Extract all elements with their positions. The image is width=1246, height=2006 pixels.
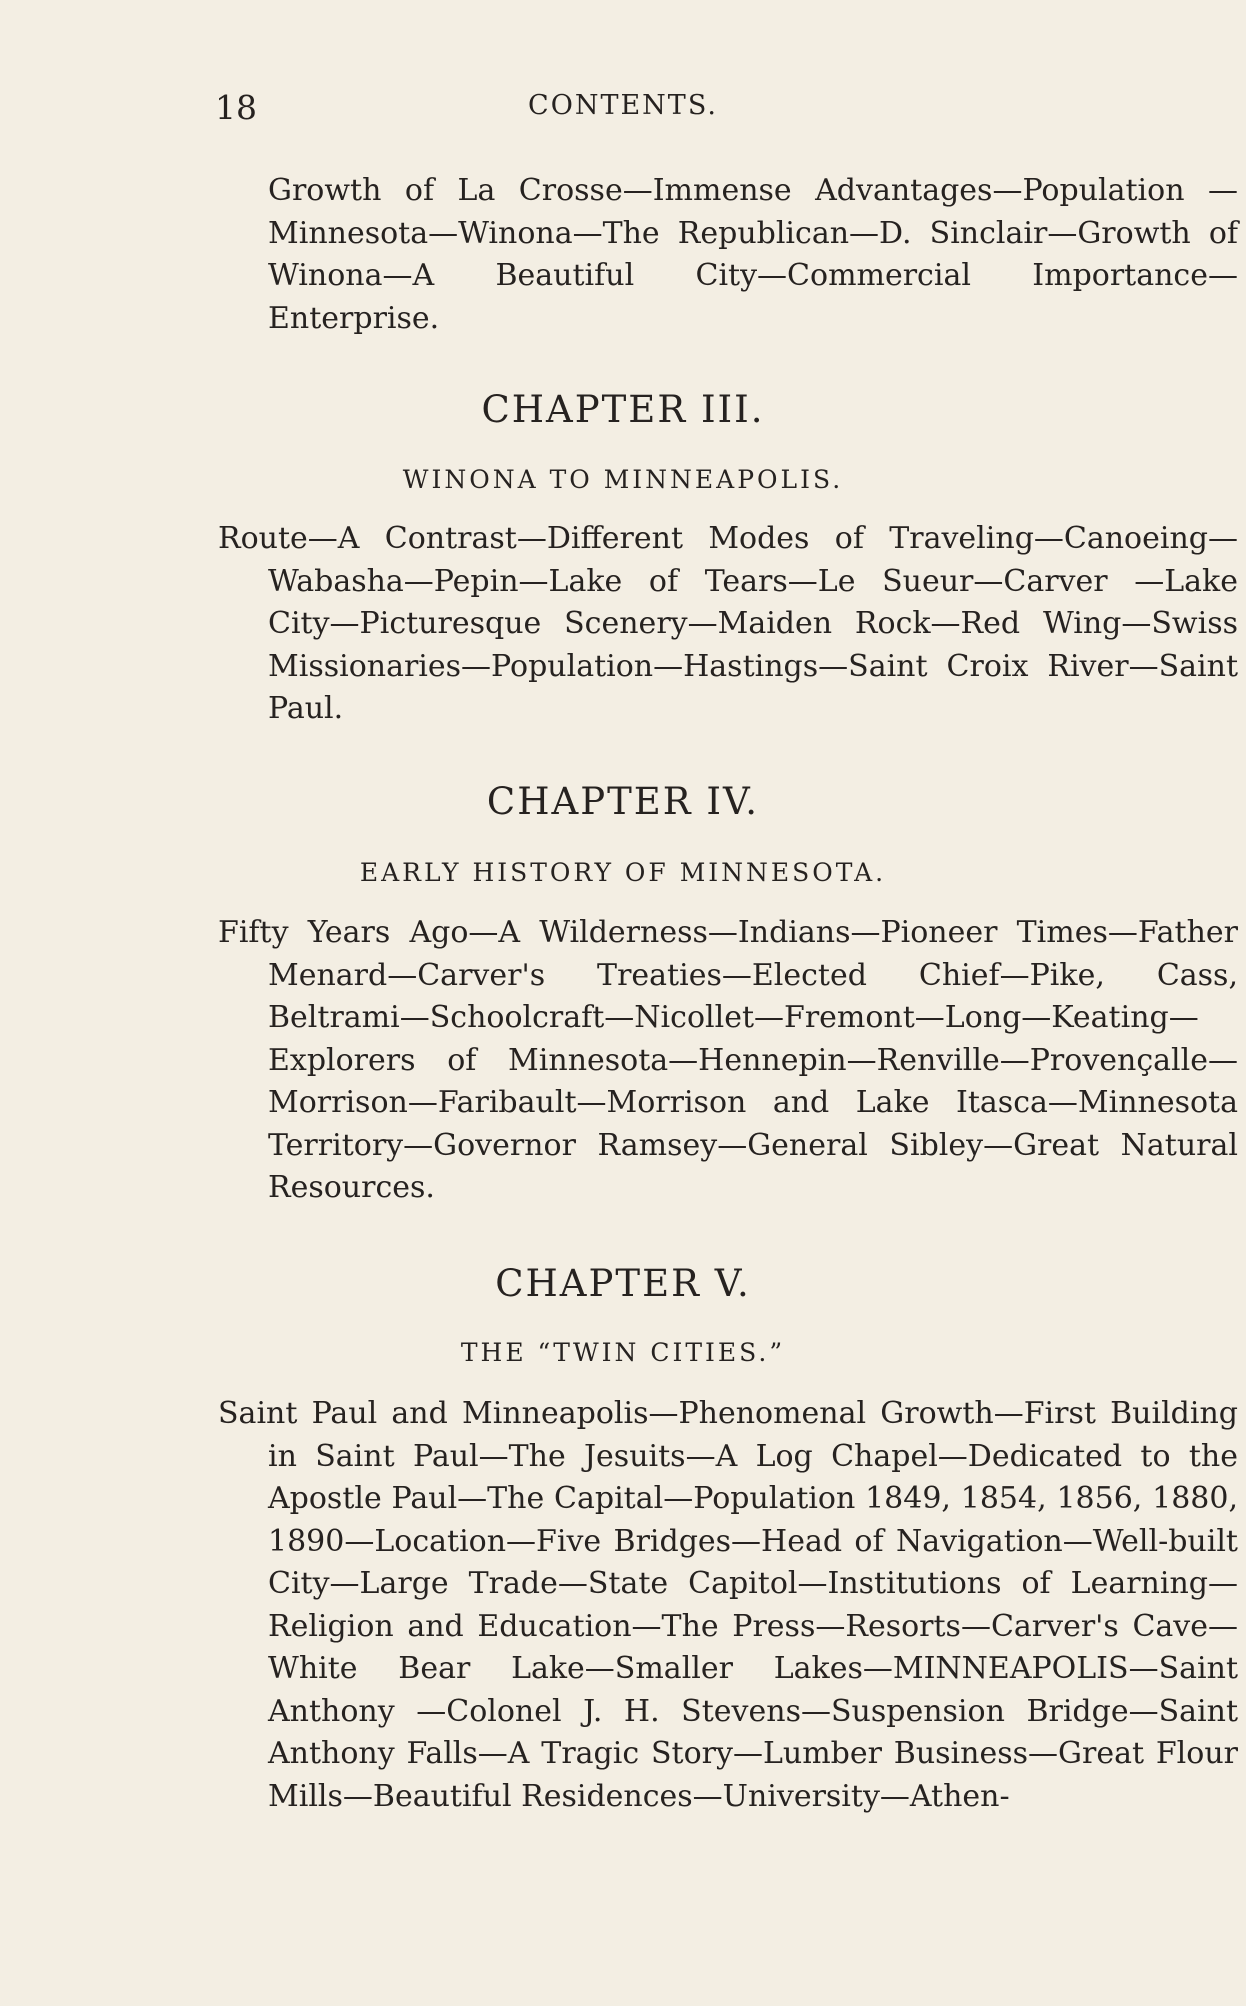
chapter-summary-v: Saint Paul and Minneapolis—Phenomenal Growth—First Building in Saint Paul—The Jesuits—A Log Chapel—Dedicated to the Apostle Paul—The Capital—Population 1849, 1854, 1856, 1880, 1890—Location—Five Bridges—Head of Navigation—Well-built City—Large Trade—State Capitol—Institutions of Learning—Religion and Education—The Press—Resorts—Carver's Cave—White Bear Lake—Smaller Lakes—MINNEAPOLIS—Saint Anthony —Colonel J. H. Stevens—Suspension Bridge—Saint Anthony Falls—A Tragic Story—Lumber Business—Great Flour Mills—Beautiful Residences—University—Athen- (218, 1396, 1238, 1814)
chapter-subtitle-iii: WINONA TO MINNEAPOLIS. (402, 465, 844, 494)
running-head (0, 88, 1246, 138)
chapter-heading-iii: CHAPTER III. (481, 388, 765, 431)
chapter-subtitle-iv: EARLY HISTORY OF MINNESOTA. (359, 858, 887, 887)
page-number: 18 (215, 88, 257, 127)
chapter-subtitle-v: THE “TWIN CITIES.” (460, 1338, 786, 1367)
running-title: CONTENTS. (528, 90, 718, 121)
chapter-heading-iv: CHAPTER IV. (486, 780, 760, 823)
chapter-heading-v: CHAPTER V. (495, 1262, 751, 1305)
intro-paragraph: Growth of La Crosse—Immense Advantages—Population —Minnesota—Winona—The Republican—D. Sinclair—Growth of Winona—A Beautiful City—Commercial Importance—Enterprise. (268, 173, 1238, 336)
chapter-summary-iii: Route—A Contrast—Different Modes of Traveling—Canoeing—Wabasha—Pepin—Lake of Tears—Le Sueur—Carver —Lake City—Picturesque Scenery—Maiden Rock—Red Wing—Swiss Missionaries—Population—Hastings—Saint Croix River—Saint Paul. (218, 521, 1238, 726)
chapter-summary-iv: Fifty Years Ago—A Wilderness—Indians—Pioneer Times—Father Menard—Carver's Treaties—Elected Chief—Pike, Cass, Beltrami—Schoolcraft—Nicollet—Fremont—Long—Keating—Explorers of Minnesota—Hennepin—Renville—Provençalle—Morrison—Faribault—Morrison and Lake Itasca—Minnesota Territory—Governor Ramsey—General Sibley—Great Natural Resources. (218, 915, 1238, 1205)
